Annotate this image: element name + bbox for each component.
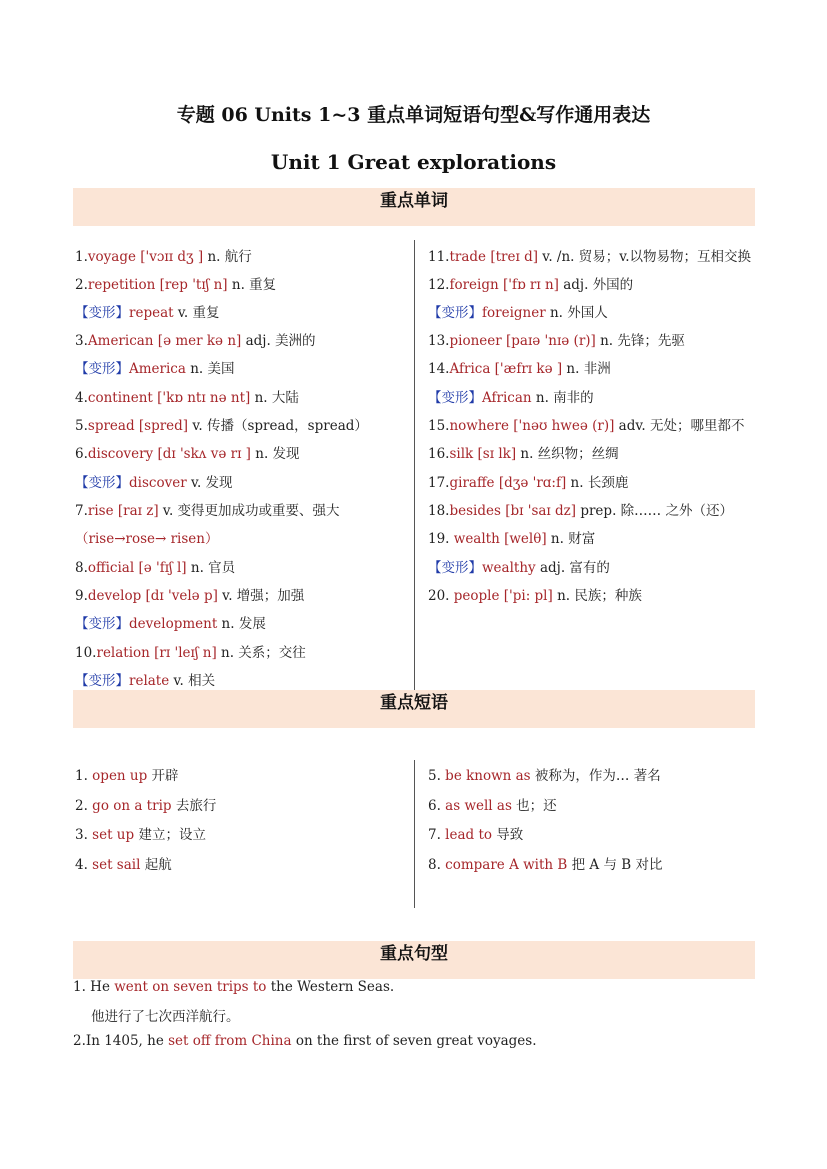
word-variant: 【变形】America n. 美国 <box>75 361 235 377</box>
word-item: 18.besides [bɪ 'saɪ dz] prep. 除…… 之外（还） <box>428 503 733 519</box>
phrase-item: 5. be known as 被称为，作为… 著名 <box>428 768 661 784</box>
word-item: 1.voyage ['vɔɪɪ dʒ ] n. 航行 <box>75 249 252 265</box>
phrase-item: 6. as well as 也；还 <box>428 798 557 814</box>
word-item: 8.official [ə 'fɪʃ l] n. 官员 <box>75 560 236 576</box>
word-item: 11.trade [treɪ d] v. /n. 贸易；v.以物易物；互相交换 <box>428 249 752 265</box>
word-variant: 【变形】African n. 南非的 <box>428 390 594 406</box>
word-item: 10.relation [rɪ 'leɪʃ n] n. 关系；交往 <box>75 645 306 661</box>
section-header-phrases: 重点短语 <box>73 690 755 728</box>
word-variant: 【变形】wealthy adj. 富有的 <box>428 560 610 576</box>
word-item: 9.develop [dɪ 'velə p] v. 增强；加强 <box>75 588 305 604</box>
unit-title: Unit 1 Great explorations <box>270 150 557 174</box>
word-item: 7.rise [raɪ z] v. 变得更加成功或重要、强大 <box>75 503 340 519</box>
word-item: 2.repetition [rep 'tɪʃ n] n. 重复 <box>75 277 277 293</box>
word-item: 15.nowhere ['nəʊ hweə (r)] adv. 无处；哪里都不 <box>428 418 745 434</box>
phrase-item: 8. compare A with B 把 A 与 B 对比 <box>428 857 663 873</box>
sentence-translation: 他进行了七次西洋航行。 <box>91 1009 240 1025</box>
word-item: 4.continent ['kɒ ntɪ nə nt] n. 大陆 <box>75 390 299 406</box>
phrase-item: 2. go on a trip 去旅行 <box>75 798 217 814</box>
word-variant: 【变形】repeat v. 重复 <box>75 305 220 321</box>
column-divider <box>414 240 415 690</box>
phrase-item: 4. set sail 起航 <box>75 857 172 873</box>
word-item: 5.spread [spred] v. 传播（spread，spread） <box>75 418 368 434</box>
word-variant: 【变形】foreigner n. 外国人 <box>428 305 608 321</box>
word-item: 13.pioneer [paɪə 'nɪə (r)] n. 先锋；先驱 <box>428 333 685 349</box>
document-title: 专题 06 Units 1~3 重点单词短语句型&写作通用表达 <box>176 104 651 126</box>
phrase-item: 1. open up 开辟 <box>75 768 179 784</box>
section-header-sentences: 重点句型 <box>73 941 755 979</box>
sentence-item: 1. He went on seven trips to the Western Seas. <box>73 979 395 995</box>
word-item: 20. people ['pi: pl] n. 民族；种族 <box>428 588 642 604</box>
phrase-item: 7. lead to 导致 <box>428 827 524 843</box>
word-variant: 【变形】development n. 发展 <box>75 616 266 632</box>
word-item: 12.foreign ['fɒ rɪ n] adj. 外国的 <box>428 277 634 293</box>
word-forms-note: （rise→rose→ risen） <box>75 531 219 547</box>
word-item: 17.giraffe [dʒə 'rɑ:f] n. 长颈鹿 <box>428 475 629 491</box>
word-item: 16.silk [sɪ lk] n. 丝织物；丝绸 <box>428 446 619 462</box>
word-item: 6.discovery [dɪ 'skʌ və rɪ ] n. 发现 <box>75 446 300 462</box>
word-item: 19. wealth [welθ] n. 财富 <box>428 531 596 547</box>
phrase-item: 3. set up 建立；设立 <box>75 827 206 843</box>
word-item: 3.American [ə mer kə n] adj. 美洲的 <box>75 333 316 349</box>
column-divider <box>414 760 415 908</box>
word-variant: 【变形】discover v. 发现 <box>75 475 233 491</box>
sentence-item: 2.In 1405, he set off from China on the first of seven great voyages. <box>73 1033 537 1049</box>
word-item: 14.Africa ['æfrɪ kə ] n. 非洲 <box>428 361 611 377</box>
section-header-words: 重点单词 <box>73 188 755 226</box>
word-variant: 【变形】relate v. 相关 <box>75 673 216 689</box>
